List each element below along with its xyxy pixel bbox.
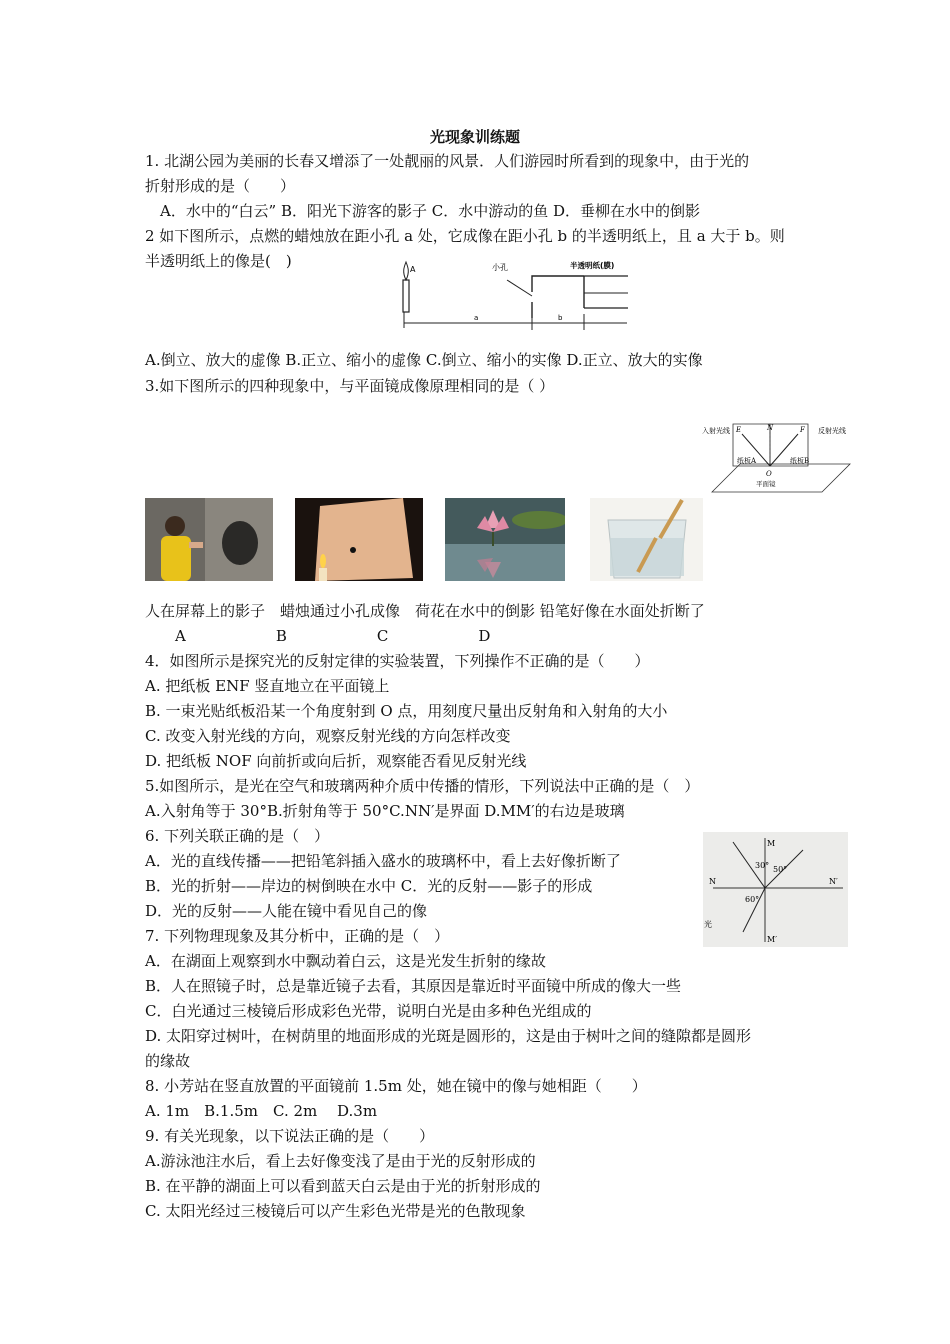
q9-option-b: B. 在平静的湖面上可以看到蓝天白云是由于光的折射形成的 — [145, 1177, 541, 1195]
point-o-label: O — [766, 470, 772, 478]
reflection-apparatus-figure — [700, 416, 860, 496]
flame-icon — [404, 262, 409, 280]
q6-option-d: D．光的反射——人能在镜中看见自己的像 — [145, 902, 428, 920]
angle-50-label: 50° — [773, 865, 788, 874]
mirror-label: 平面镜 — [756, 480, 776, 488]
q7-option-a: A．在湖面上观察到水中飘动着白云，这是光发生折射的缘故 — [145, 952, 546, 970]
photo-candle-pinhole — [295, 498, 423, 581]
q6-stem: 6. 下列关联正确的是（ ） — [145, 827, 330, 845]
q3-option-letters: A B C D — [145, 627, 491, 645]
mirror-plane — [712, 464, 850, 492]
q9-option-a: A.游泳池注水后，看上去好像变浅了是由于光的反射形成的 — [145, 1152, 536, 1170]
label-n-prime: N′ — [829, 877, 838, 886]
q5-stem: 5.如图所示，是光在空气和玻璃两种介质中传播的情形，下列说法中正确的是（ ） — [145, 777, 700, 795]
q2-options: A.倒立、放大的虚像 B.正立、缩小的虚像 C.倒立、缩小的实像 D.正立、放大的实像 — [145, 351, 703, 369]
q4-stem: 4．如图所示是探究光的反射定律的实验装置，下列操作不正确的是（ ） — [145, 652, 650, 670]
pinhole-figure — [392, 258, 632, 332]
q6-options-bc: B．光的折射——岸边的树倒映在水中 C．光的反射——影子的形成 — [145, 877, 593, 895]
q3-photo-captions: 人在屏幕上的影子 蜡烛通过小孔成像 荷花在水中的倒影 铅笔好像在水面处折断了 — [145, 602, 705, 620]
q5-options: A.入射角等于 30°B.折射角等于 50°C.NN′是界面 D.MM′的右边是玻璃 — [145, 802, 625, 820]
point-e-label: E — [736, 426, 742, 434]
q2-line-2: 半透明纸上的像是( ) — [145, 252, 292, 270]
edge-char: 光 — [704, 920, 712, 929]
q7-option-b: B．人在照镜子时，总是靠近镜子去看，其原因是靠近时平面镜中所成的像大一些 — [145, 977, 682, 995]
angle-60-label: 60° — [745, 895, 760, 904]
q4-option-b: B. 一束光贴纸板沿某一个角度射到 O 点，用刻度尺量出反射角和入射角的大小 — [145, 702, 668, 720]
q7-stem: 7. 下列物理现象及其分析中，正确的是（ ） — [145, 927, 450, 945]
paper-label: 半透明纸(膜) — [570, 261, 615, 270]
dim-a-label: a — [474, 314, 479, 322]
q4-option-c: C. 改变入射光线的方向，观察反射光线的方向怎样改变 — [145, 727, 511, 745]
candle-label: A — [410, 265, 416, 274]
q8-options: A. 1m B.1.5m C. 2m D.3m — [145, 1102, 378, 1120]
reflected-ray-label: 反射光线 — [818, 427, 846, 435]
incident-ray-label: 入射光线 — [702, 427, 730, 435]
photo-lotus-reflection — [445, 498, 565, 581]
q7-option-c: C．白光通过三棱镜后形成彩色光带，说明白光是由多种色光组成的 — [145, 1002, 592, 1020]
label-m-prime: M′ — [767, 935, 778, 944]
q1-options: A．水中的“白云” B．阳光下游客的影子 C．水中游动的鱼 D．垂柳在水中的倒影 — [145, 202, 701, 220]
q6-option-a: A．光的直线传播——把铅笔斜插入盛水的玻璃杯中，看上去好像折断了 — [145, 852, 621, 870]
refraction-figure — [703, 832, 848, 947]
pinhole-label: 小孔 — [492, 263, 508, 272]
board-a-label: 纸板A — [737, 457, 757, 465]
point-n-label: N — [767, 424, 774, 432]
page-title: 光现象训练题 — [429, 128, 520, 146]
photo-shadow-on-screen — [145, 498, 273, 581]
q9-stem: 9. 有关光现象，以下说法正确的是（ ） — [145, 1127, 435, 1145]
q4-option-a: A. 把纸板 ENF 竖直地立在平面镜上 — [145, 677, 390, 695]
dim-b-label: b — [558, 314, 563, 322]
candle-body — [403, 280, 409, 312]
photo-pencil-in-water — [590, 498, 703, 581]
label-n: N — [709, 877, 716, 886]
q7-option-d-cont: 的缘故 — [145, 1052, 191, 1070]
q1-line-1: 1. 北湖公园为美丽的长春又增添了一处靓丽的风景．人们游园时所看到的现象中，由于光的 — [145, 152, 750, 170]
angle-30-label: 30° — [755, 861, 770, 870]
q9-option-c: C. 太阳光经过三棱镜后可以产生彩色光带是光的色散现象 — [145, 1202, 526, 1220]
board-b-label: 纸板B — [790, 457, 810, 465]
q3-stem: 3.如下图所示的四种现象中，与平面镜成像原理相同的是（ ） — [145, 377, 555, 395]
q4-option-d: D. 把纸板 NOF 向前折或向后折，观察能否看见反射光线 — [145, 752, 527, 770]
point-f-label: F — [800, 426, 805, 434]
q2-line-1: 2 如下图所示，点燃的蜡烛放在距小孔 a 处，它成像在距小孔 b 的半透明纸上，且 a 大于 b。则 — [145, 227, 785, 245]
label-m: M — [767, 839, 776, 848]
q1-line-2: 折射形成的是（ ） — [145, 177, 296, 195]
q8-stem: 8. 小芳站在竖直放置的平面镜前 1.5m 处，她在镜中的像与她相距（ ） — [145, 1077, 647, 1095]
q7-option-d: D. 太阳穿过树叶，在树荫里的地面形成的光斑是圆形的，这是由于树叶之间的缝隙都是圆形 — [145, 1027, 752, 1045]
